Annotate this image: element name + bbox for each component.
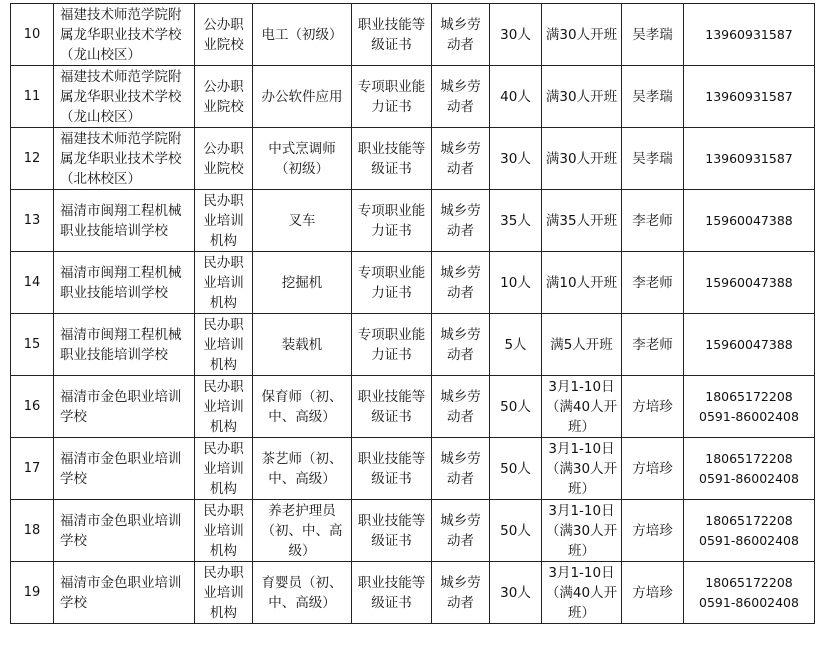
cell-certificate: 专项职业能力证书	[352, 66, 432, 128]
cell-school: 福清市闽翔工程机械职业技能培训学校	[54, 252, 195, 314]
cell-count: 30人	[490, 562, 542, 624]
cell-phone: 18065172208 0591-86002408	[684, 376, 815, 438]
cell-contact-person: 方培珍	[622, 438, 684, 500]
cell-certificate: 职业技能等级证书	[352, 438, 432, 500]
cell-number: 13	[11, 190, 54, 252]
table-row	[11, 190, 815, 252]
cell-school-type: 民办职业培训机构	[195, 438, 253, 500]
table-row	[11, 66, 815, 128]
cell-schedule: 满5人开班	[542, 314, 622, 376]
cell-certificate: 专项职业能力证书	[352, 190, 432, 252]
table-row	[11, 252, 815, 314]
cell-contact-person: 吴孝瑞	[622, 128, 684, 190]
cell-number: 14	[11, 252, 54, 314]
cell-contact-person: 李老师	[622, 314, 684, 376]
cell-school: 福清市金色职业培训学校	[54, 438, 195, 500]
cell-number: 19	[11, 562, 54, 624]
table-row	[11, 128, 815, 190]
table-row	[11, 438, 815, 500]
cell-contact-person: 吴孝瑞	[622, 4, 684, 66]
cell-count: 35人	[490, 190, 542, 252]
cell-phone: 13960931587	[684, 66, 815, 128]
cell-school-type: 公办职业院校	[195, 4, 253, 66]
cell-target: 城乡劳动者	[432, 314, 490, 376]
cell-course: 保育师（初、中、高级）	[253, 376, 352, 438]
cell-school: 福清市金色职业培训学校	[54, 500, 195, 562]
cell-schedule: 3月1-10日（满40人开班）	[542, 562, 622, 624]
cell-course: 办公软件应用	[253, 66, 352, 128]
cell-schedule: 满10人开班	[542, 252, 622, 314]
cell-schedule: 3月1-10日（满30人开班）	[542, 500, 622, 562]
cell-schedule: 满30人开班	[542, 128, 622, 190]
cell-school-type: 民办职业培训机构	[195, 252, 253, 314]
cell-course: 叉车	[253, 190, 352, 252]
cell-target: 城乡劳动者	[432, 438, 490, 500]
cell-number: 18	[11, 500, 54, 562]
cell-target: 城乡劳动者	[432, 252, 490, 314]
cell-count: 10人	[490, 252, 542, 314]
cell-phone: 18065172208 0591-86002408	[684, 562, 815, 624]
cell-phone: 15960047388	[684, 190, 815, 252]
cell-course: 茶艺师（初、中、高级）	[253, 438, 352, 500]
cell-school: 福建技术师范学院附属龙华职业技术学校（龙山校区）	[54, 4, 195, 66]
cell-target: 城乡劳动者	[432, 190, 490, 252]
cell-course: 养老护理员（初、中、高级）	[253, 500, 352, 562]
table-row	[11, 314, 815, 376]
cell-count: 50人	[490, 438, 542, 500]
cell-number: 11	[11, 66, 54, 128]
cell-contact-person: 李老师	[622, 190, 684, 252]
cell-schedule: 满30人开班	[542, 66, 622, 128]
cell-phone: 13960931587	[684, 4, 815, 66]
cell-certificate: 职业技能等级证书	[352, 500, 432, 562]
cell-contact-person: 方培珍	[622, 562, 684, 624]
cell-school: 福清市金色职业培训学校	[54, 562, 195, 624]
cell-target: 城乡劳动者	[432, 500, 490, 562]
cell-target: 城乡劳动者	[432, 562, 490, 624]
cell-school-type: 公办职业院校	[195, 66, 253, 128]
cell-contact-person: 吴孝瑞	[622, 66, 684, 128]
cell-number: 10	[11, 4, 54, 66]
cell-school: 福清市闽翔工程机械职业技能培训学校	[54, 314, 195, 376]
cell-count: 30人	[490, 128, 542, 190]
cell-course: 装载机	[253, 314, 352, 376]
cell-target: 城乡劳动者	[432, 128, 490, 190]
cell-certificate: 专项职业能力证书	[352, 252, 432, 314]
cell-count: 40人	[490, 66, 542, 128]
cell-count: 50人	[490, 500, 542, 562]
cell-course: 中式烹调师（初级）	[253, 128, 352, 190]
cell-count: 50人	[490, 376, 542, 438]
cell-school: 福清市金色职业培训学校	[54, 376, 195, 438]
cell-phone: 15960047388	[684, 252, 815, 314]
cell-certificate: 职业技能等级证书	[352, 128, 432, 190]
cell-schedule: 3月1-10日（满30人开班）	[542, 438, 622, 500]
cell-target: 城乡劳动者	[432, 376, 490, 438]
cell-schedule: 3月1-10日（满40人开班）	[542, 376, 622, 438]
training-table	[10, 3, 815, 624]
cell-count: 30人	[490, 4, 542, 66]
cell-school-type: 民办职业培训机构	[195, 376, 253, 438]
cell-school: 福建技术师范学院附属龙华职业技术学校（龙山校区）	[54, 66, 195, 128]
cell-phone: 18065172208 0591-86002408	[684, 438, 815, 500]
cell-contact-person: 李老师	[622, 252, 684, 314]
cell-certificate: 职业技能等级证书	[352, 562, 432, 624]
table-row	[11, 4, 815, 66]
cell-number: 17	[11, 438, 54, 500]
cell-school: 福建技术师范学院附属龙华职业技术学校（北林校区）	[54, 128, 195, 190]
cell-schedule: 满35人开班	[542, 190, 622, 252]
cell-count: 5人	[490, 314, 542, 376]
cell-phone: 15960047388	[684, 314, 815, 376]
cell-course: 育婴员（初、中、高级）	[253, 562, 352, 624]
cell-contact-person: 方培珍	[622, 500, 684, 562]
cell-school: 福清市闽翔工程机械职业技能培训学校	[54, 190, 195, 252]
cell-school-type: 民办职业培训机构	[195, 314, 253, 376]
table-row	[11, 562, 815, 624]
table-row	[11, 500, 815, 562]
cell-phone: 18065172208 0591-86002408	[684, 500, 815, 562]
cell-school-type: 民办职业培训机构	[195, 562, 253, 624]
table-body	[11, 4, 815, 624]
table-row	[11, 376, 815, 438]
cell-number: 15	[11, 314, 54, 376]
cell-target: 城乡劳动者	[432, 66, 490, 128]
cell-school-type: 公办职业院校	[195, 128, 253, 190]
cell-number: 12	[11, 128, 54, 190]
cell-contact-person: 方培珍	[622, 376, 684, 438]
cell-course: 电工（初级）	[253, 4, 352, 66]
cell-school-type: 民办职业培训机构	[195, 500, 253, 562]
cell-certificate: 专项职业能力证书	[352, 314, 432, 376]
cell-schedule: 满30人开班	[542, 4, 622, 66]
cell-number: 16	[11, 376, 54, 438]
cell-target: 城乡劳动者	[432, 4, 490, 66]
cell-school-type: 民办职业培训机构	[195, 190, 253, 252]
cell-certificate: 职业技能等级证书	[352, 376, 432, 438]
cell-course: 挖掘机	[253, 252, 352, 314]
cell-certificate: 职业技能等级证书	[352, 4, 432, 66]
cell-phone: 13960931587	[684, 128, 815, 190]
